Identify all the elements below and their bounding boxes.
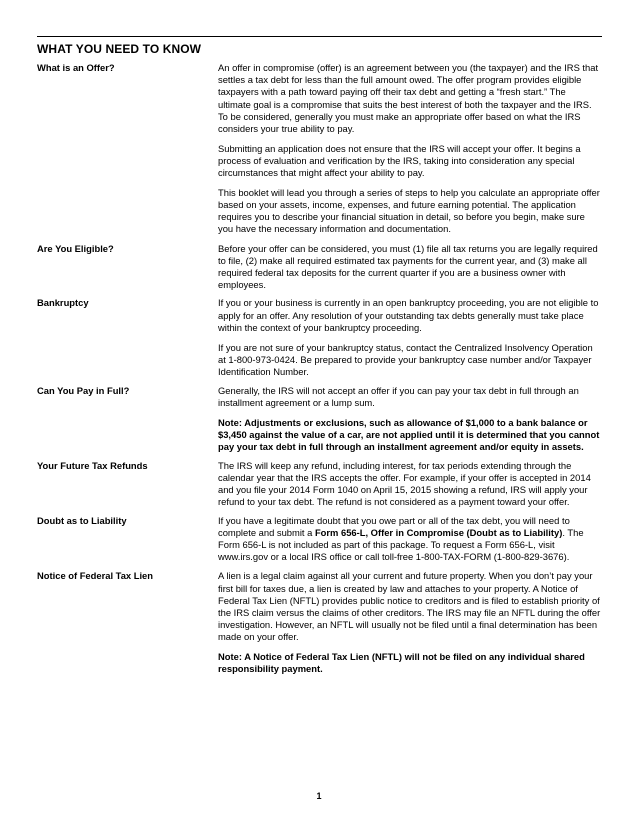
section-label: Notice of Federal Tax Lien (37, 570, 153, 582)
section-bankruptcy (37, 297, 602, 378)
section-eligible (37, 243, 602, 292)
section-offer (37, 62, 602, 236)
document-page (37, 36, 602, 675)
paragraph: A lien is a legal claim against all your current and future property. When you don’t pay your first bill for taxes due, a lien is created by law and attaches to your property. A Notice of Federal Tax Lien (NFTL) provides public notice to creditors and is filed to establish priority of the IRS claim versus the claims of other creditors. The IRS may file an NFTL during the offer investigation. However, an NFTL will usually not be filed until a final determination has been made on your offer. (218, 570, 601, 643)
section-body (218, 243, 601, 292)
section-refunds (37, 460, 602, 509)
text-run: If you have a legitimate doubt that you owe part or all of the tax debt, you will need to complete and submit a (218, 514, 570, 538)
form-name: Form 656-L, Offer in Compromise (Doubt as to Liability) (314, 526, 563, 538)
top-rule (37, 36, 602, 37)
page-title: WHAT YOU NEED TO KNOW (37, 42, 202, 56)
section-label: Are You Eligible? (37, 242, 114, 254)
section-label: Bankruptcy (37, 297, 89, 309)
section-doubt-liability (37, 515, 602, 564)
paragraph: Generally, the IRS will not accept an offer if you can pay your tax debt in full through an installment agreement or a lump sum. (218, 385, 579, 409)
paragraph: If you or your business is currently in an open bankruptcy proceeding, you are not eligible to apply for an offer. Any resolution of your outstanding tax debts generally must take place within the context of your bankruptcy proceeding. (218, 297, 599, 333)
section-label: Can You Pay in Full? (37, 385, 130, 397)
section-body (218, 62, 601, 236)
section-body (218, 460, 601, 509)
section-body (218, 570, 601, 675)
text-run: . The Form 656-L is not included as part of this package. To request a Form 656-L, visit www.irs.gov or a local IRS office or call toll-free 1-800-TAX-FORM (1-800-829-3676). (218, 526, 584, 563)
section-label: Your Future Tax Refunds (37, 459, 148, 471)
page-number: 1 (316, 791, 322, 801)
section-body (218, 385, 601, 454)
paragraph: Before your offer can be considered, you must (1) file all tax returns you are legally required to file, (2) make all required estimated tax payments for the current year, and (3) make all required federal tax deposits for the current quarter if you are a business owner with employees. (218, 242, 598, 291)
note-paragraph: Note: Adjustments or exclusions, such as allowance of $1,000 to a bank balance or $3,450 against the value of a car, are not applied until it is determined that you cannot pay your tax debt in full through an installment agreement and/or equity in assets. (218, 417, 600, 453)
section-pay-in-full (37, 385, 602, 454)
section-tax-lien (37, 570, 602, 675)
section-label: Doubt as to Liability (37, 514, 127, 526)
note-paragraph: Note: A Notice of Federal Tax Lien (NFTL) will not be filed on any individual shared responsibility payment. (218, 651, 585, 675)
paragraph (218, 515, 601, 564)
paragraph: This booklet will lead you through a series of steps to help you calculate an appropriate offer based on your assets, income, expenses, and future earning potential. The application requires you to describe your financial situation in detail, so before you begin, make sure you have the necessary information and documentation. (218, 186, 600, 235)
paragraph: If you are not sure of your bankruptcy status, contact the Centralized Insolvency Operation at 1-800-973-0424. Be prepared to provide your bankruptcy case number and/or Taxpayer Identification Number. (218, 341, 593, 377)
section-body (218, 297, 601, 378)
section-body (218, 515, 601, 564)
paragraph: The IRS will keep any refund, including interest, for tax periods extending through the calendar year that the IRS accepts the offer. For example, if your offer is accepted in 2014 and you file your 2014 Form 1040 on April 15, 2015 showing a refund, IRS will apply your refund to your tax debt. The refund is not considered as a payment toward your offer. (218, 459, 591, 508)
paragraph: Submitting an application does not ensure that the IRS will accept your offer. It begins a process of evaluation and verification by the IRS, taking into consideration any special circumstances that might affect your ability to pay. (218, 142, 581, 179)
section-label: What is an Offer? (37, 62, 115, 73)
paragraph: An offer in compromise (offer) is an agreement between you (the taxpayer) and the IRS that settles a tax debt for less than the full amount owed. The offer program provides eligible taxpayers with a path toward paying off their tax debt and getting a “fresh start.” The ultimate goal is a compromise that suits the best interest of both the taxpayer and the IRS. To be considered, generally you must make an appropriate offer based on what the IRS considers your true ability to pay. (218, 62, 599, 135)
